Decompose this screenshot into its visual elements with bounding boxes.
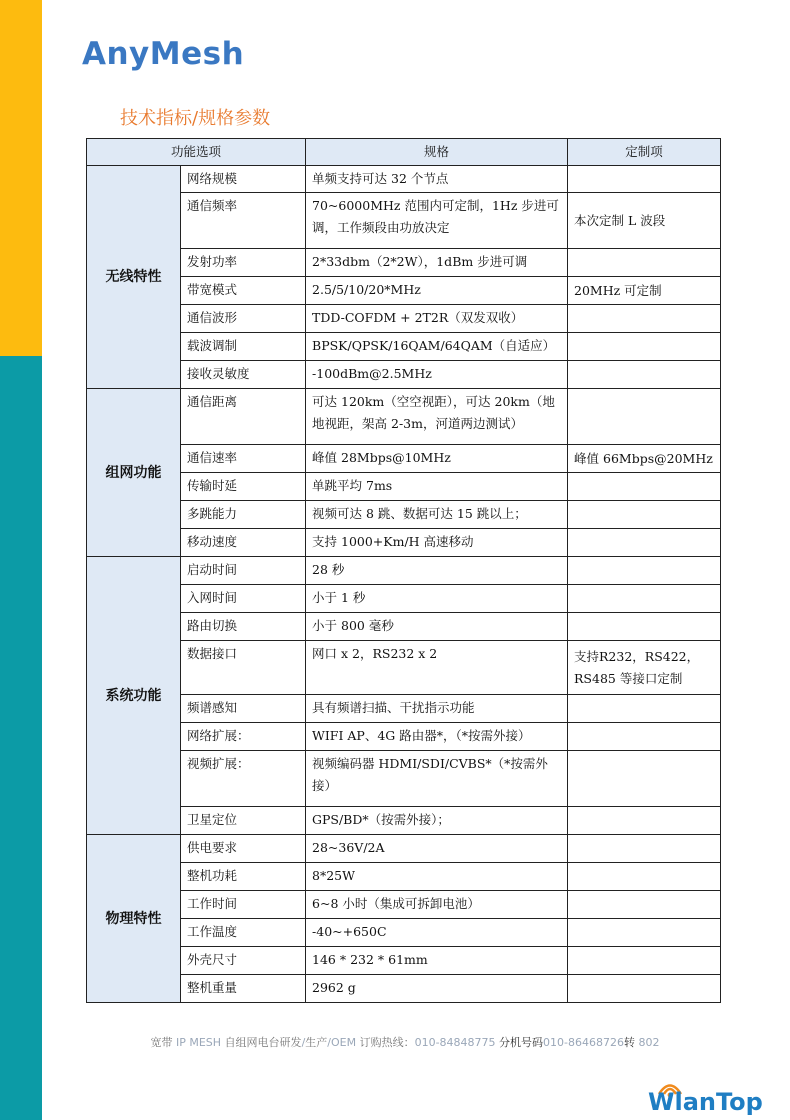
table-row (87, 919, 721, 947)
spec-cell: 146 * 232 * 61mm (306, 947, 568, 975)
spec-cell: -40~+650C (306, 919, 568, 947)
custom-cell (568, 333, 721, 361)
wlantop-logo (648, 1078, 763, 1118)
spec-cell: 70~6000MHz 范围内可定制，1Hz 步进可调，工作频段由功放决定 (306, 193, 568, 249)
param-cell: 路由切换 (181, 613, 306, 641)
table-body (87, 166, 721, 1003)
table-row (87, 863, 721, 891)
param-cell: 卫星定位 (181, 807, 306, 835)
spec-cell: 峰值 28Mbps@10MHz (306, 445, 568, 473)
custom-cell (568, 529, 721, 557)
spec-cell: BPSK/QPSK/16QAM/64QAM（自适应） (306, 333, 568, 361)
footer-oem: /OEM (327, 1036, 357, 1049)
footer-prefix: 宽带 (150, 1036, 173, 1049)
custom-cell (568, 473, 721, 501)
param-cell: 通信距离 (181, 389, 306, 445)
table-row (87, 641, 721, 695)
header-custom: 定制项 (568, 139, 721, 166)
table-row (87, 249, 721, 277)
custom-cell: 支持R232，RS422，RS485 等接口定制 (568, 641, 721, 695)
footer-hotline: 010-84848775 (414, 1036, 496, 1049)
footer-slash: / (301, 1036, 306, 1049)
param-cell: 通信频率 (181, 193, 306, 249)
custom-cell (568, 249, 721, 277)
param-cell: 发射功率 (181, 249, 306, 277)
param-cell: 带宽模式 (181, 277, 306, 305)
header-spec: 规格 (306, 139, 568, 166)
footer-text2: 生产 (305, 1036, 328, 1049)
table-row (87, 751, 721, 807)
footer (0, 1034, 790, 1050)
custom-cell: 峰值 66Mbps@20MHz (568, 445, 721, 473)
table-row (87, 501, 721, 529)
custom-cell (568, 863, 721, 891)
param-cell: 工作温度 (181, 919, 306, 947)
spec-cell: 视频可达 8 跳、数据可达 15 跳以上； (306, 501, 568, 529)
table-row (87, 305, 721, 333)
table-row (87, 835, 721, 863)
spec-table (86, 138, 721, 1003)
param-cell: 整机功耗 (181, 863, 306, 891)
param-cell: 启动时间 (181, 557, 306, 585)
param-cell: 多跳能力 (181, 501, 306, 529)
table-row (87, 557, 721, 585)
custom-cell (568, 166, 721, 193)
param-cell: 供电要求 (181, 835, 306, 863)
custom-cell (568, 975, 721, 1003)
spec-cell: 2*33dbm（2*2W），1dBm 步进可调 (306, 249, 568, 277)
table-row (87, 947, 721, 975)
param-cell: 通信速率 (181, 445, 306, 473)
table-row (87, 333, 721, 361)
category-cell: 物理特性 (87, 835, 181, 1003)
spec-cell: 视频编码器 HDMI/SDI/CVBS*（*按需外接） (306, 751, 568, 807)
custom-cell (568, 501, 721, 529)
table-row (87, 361, 721, 389)
table-row (87, 723, 721, 751)
spec-cell: 2962 g (306, 975, 568, 1003)
table-header-row (87, 139, 721, 166)
logo-text: AnyMesh (82, 36, 245, 72)
param-cell: 通信波形 (181, 305, 306, 333)
param-cell: 外壳尺寸 (181, 947, 306, 975)
custom-cell (568, 891, 721, 919)
custom-cell (568, 557, 721, 585)
table-row (87, 277, 721, 305)
table-row (87, 166, 721, 193)
custom-cell (568, 835, 721, 863)
param-cell: 入网时间 (181, 585, 306, 613)
category-cell: 系统功能 (87, 557, 181, 835)
param-cell: 接收灵敏度 (181, 361, 306, 389)
spec-cell: 单跳平均 7ms (306, 473, 568, 501)
wlantop-text: WlanTop (648, 1088, 763, 1116)
spec-cell: GPS/BD*（按需外接）； (306, 807, 568, 835)
table-row (87, 445, 721, 473)
param-cell: 网络扩展： (181, 723, 306, 751)
param-cell: 视频扩展： (181, 751, 306, 807)
spec-cell: 小于 1 秒 (306, 585, 568, 613)
custom-cell (568, 947, 721, 975)
spec-cell: 可达 120km（空空视距），可达 20km（地地视距，架高 2-3m，河道两边测试） (306, 389, 568, 445)
footer-text1: 自组网电台研发 (224, 1036, 302, 1049)
spec-cell: 支持 1000+Km/H 高速移动 (306, 529, 568, 557)
param-cell: 频谱感知 (181, 695, 306, 723)
custom-cell (568, 723, 721, 751)
footer-ext-number: 010-86468726 (543, 1036, 624, 1049)
section-title: 技术指标/规格参数 (120, 108, 271, 129)
footer-ext-code: 802 (638, 1036, 660, 1049)
table-row (87, 613, 721, 641)
spec-cell: 具有频谱扫描、干扰指示功能 (306, 695, 568, 723)
sidebar-yellow-band (0, 0, 42, 356)
footer-ipmesh: IP MESH (175, 1036, 222, 1049)
table-row (87, 193, 721, 249)
anymesh-logo (82, 34, 244, 74)
sidebar-teal-band (0, 356, 42, 1120)
category-cell: 组网功能 (87, 389, 181, 557)
param-cell: 传输时延 (181, 473, 306, 501)
param-cell: 网络规模 (181, 166, 306, 193)
table-row (87, 529, 721, 557)
spec-cell: 8*25W (306, 863, 568, 891)
param-cell: 工作时间 (181, 891, 306, 919)
param-cell: 整机重量 (181, 975, 306, 1003)
custom-cell (568, 305, 721, 333)
custom-cell (568, 585, 721, 613)
table-row (87, 585, 721, 613)
spec-cell: -100dBm@2.5MHz (306, 361, 568, 389)
spec-cell: WIFI AP、4G 路由器*，（*按需外接） (306, 723, 568, 751)
param-cell: 数据接口 (181, 641, 306, 695)
spec-cell: 28 秒 (306, 557, 568, 585)
spec-cell: 2.5/5/10/20*MHz (306, 277, 568, 305)
footer-ext-label: 分机号码 (499, 1036, 544, 1049)
table-row (87, 695, 721, 723)
table-row (87, 473, 721, 501)
custom-cell (568, 361, 721, 389)
custom-cell: 本次定制 L 波段 (568, 193, 721, 249)
category-cell: 无线特性 (87, 166, 181, 389)
footer-ext-join: 转 (624, 1036, 635, 1049)
custom-cell (568, 695, 721, 723)
spec-cell: 网口 x 2，RS232 x 2 (306, 641, 568, 695)
table-row (87, 891, 721, 919)
header-option: 功能选项 (87, 139, 306, 166)
custom-cell (568, 389, 721, 445)
custom-cell (568, 919, 721, 947)
custom-cell: 20MHz 可定制 (568, 277, 721, 305)
table-row (87, 807, 721, 835)
spec-cell: 28~36V/2A (306, 835, 568, 863)
spec-cell: 小于 800 毫秒 (306, 613, 568, 641)
spec-cell: TDD-COFDM + 2T2R（双发双收） (306, 305, 568, 333)
param-cell: 载波调制 (181, 333, 306, 361)
custom-cell (568, 807, 721, 835)
param-cell: 移动速度 (181, 529, 306, 557)
table-row (87, 975, 721, 1003)
custom-cell (568, 613, 721, 641)
spec-cell: 单频支持可达 32 个节点 (306, 166, 568, 193)
spec-cell: 6~8 小时（集成可拆卸电池） (306, 891, 568, 919)
footer-hotline-label: 订购热线： (359, 1036, 415, 1049)
custom-cell (568, 751, 721, 807)
table-row (87, 389, 721, 445)
